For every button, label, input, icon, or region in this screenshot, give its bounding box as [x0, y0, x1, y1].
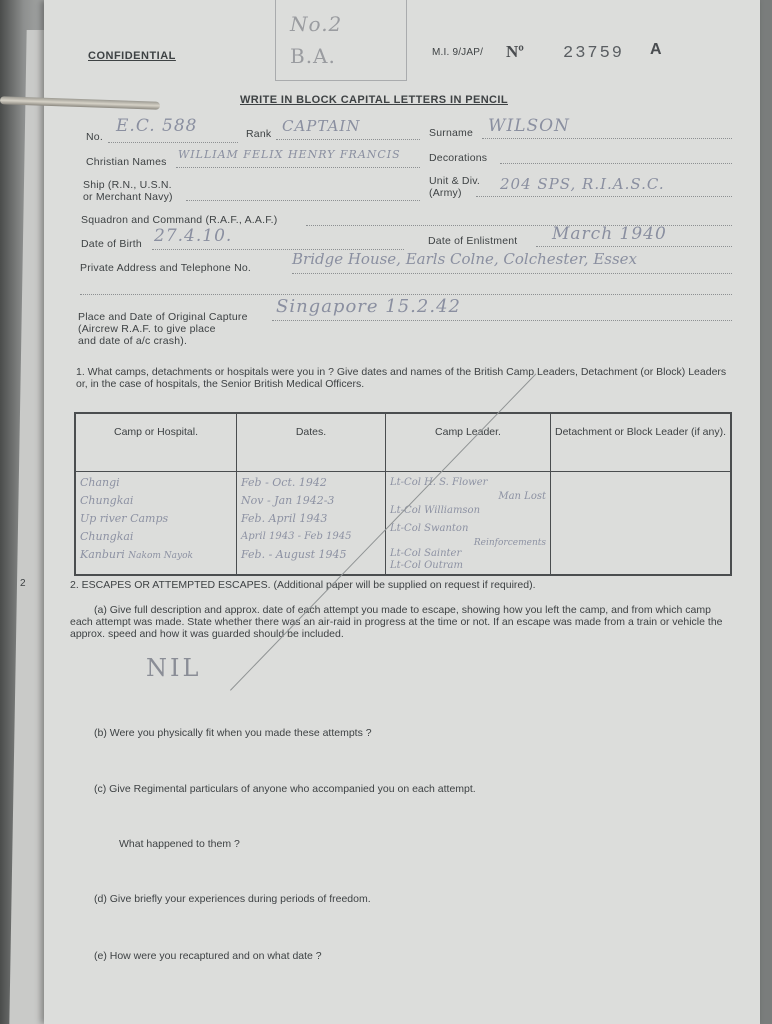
surname-value: WILSON [488, 116, 570, 136]
camp-entry: Kanburi Nakom Nayok [80, 548, 193, 561]
camps-cell [75, 472, 237, 576]
col-dates-header: Dates. [237, 413, 386, 472]
col-camp-header: Camp or Hospital. [75, 413, 237, 472]
unit-value: 204 SPS, R.I.A.S.C. [500, 175, 665, 193]
leader-entry: Lt-Col Williamson [390, 505, 481, 516]
instruction-heading: WRITE IN BLOCK CAPITAL LETTERS IN PENCIL [240, 94, 508, 106]
leader-entry: Lt-Col Sainter [390, 548, 462, 559]
address-label: Private Address and Telephone No. [80, 262, 252, 274]
date-entry: April 1943 - Feb 1945 [241, 531, 352, 542]
rank-value: CAPTAIN [282, 117, 361, 135]
camp-entry: Changi [80, 476, 120, 489]
number-label: Nº [506, 42, 524, 61]
leader-note: Man Lost [498, 491, 546, 502]
block-stamp [275, 0, 407, 81]
camp-entry: Chungkai [80, 494, 134, 507]
camp-entry: Chungkai [80, 530, 134, 543]
question-e: (e) How were you recaptured and on what date ? [94, 950, 322, 962]
date-entry: Nov - Jan 1942-3 [241, 494, 335, 507]
question-b: (b) Were you physically fit when you made these attempts ? [94, 727, 372, 739]
form-code: M.I. 9/JAP/ [432, 47, 484, 58]
form-suffix: A [650, 41, 662, 58]
section1-question: 1. What camps, detachments or hospitals were you in ? Give dates and names of the British Camp Leaders, Detachment (or Block) Leaders or, in the case of hospitals, the Senior British Medical Officers. [76, 366, 727, 390]
section2-heading: 2. ESCAPES OR ATTEMPTED ESCAPES. (Additional paper will be supplied on request if required). [70, 579, 536, 591]
question-c: (c) Give Regimental particulars of anyone who accompanied you on each attempt. [94, 783, 476, 795]
decorations-label: Decorations [429, 152, 488, 164]
capture-value: Singapore 15.2.42 [276, 296, 461, 317]
capture-label: Place and Date of Original Capture (Aircrew R.A.F. to give place and date of a/c crash). [78, 311, 248, 347]
address-value: Bridge House, Earls Colne, Colchester, Essex [292, 250, 638, 268]
enlistment-label: Date of Enlistment [428, 235, 518, 247]
answer-nil: NIL [146, 654, 202, 682]
dob-label: Date of Birth [81, 238, 142, 250]
christian-names-label: Christian Names [86, 156, 167, 168]
ship-label: Ship (R.N., U.S.N. or Merchant Navy) [83, 179, 173, 203]
stamp-number: No.2 [290, 12, 343, 36]
leader-entry: Lt-Col Swanton [390, 523, 469, 534]
question-c-followup: What happened to them ? [119, 838, 240, 850]
squadron-label: Squadron and Command (R.A.F., A.A.F.) [81, 214, 278, 226]
enlistment-value: March 1940 [552, 224, 667, 244]
camp-entry: Up river Camps [80, 512, 169, 525]
surname-label: Surname [429, 127, 474, 139]
confidential-label: CONFIDENTIAL [88, 50, 176, 62]
unit-label: Unit & Div. (Army) [429, 175, 481, 199]
date-entry: Feb. - August 1945 [241, 548, 347, 561]
leader-entry: Lt-Col H. S. Flower [390, 477, 488, 488]
dates-cell [237, 472, 386, 576]
no-value: E.C. 588 [116, 116, 198, 136]
question-d: (d) Give briefly your experiences during periods of freedom. [94, 893, 371, 905]
date-entry: Feb. April 1943 [241, 512, 328, 525]
camps-table [74, 412, 732, 576]
question-a: (a) Give full description and approx. date of each attempt you made to escape, showing how you left the camp, and from which camp each attempt was made. State whether there was an air-raid in progress at the time or not. If an escape was made from a train or vehicle the approx. speed and how it was guarded should be included. [70, 604, 723, 640]
leaders-cell [386, 472, 551, 576]
rank-label: Rank [246, 128, 272, 140]
leader-entry: Lt-Col Outram [390, 560, 463, 571]
date-entry: Feb - Oct. 1942 [241, 476, 327, 489]
col-leader-header: Camp Leader. [386, 413, 551, 472]
margin-mark: 2 [20, 578, 26, 589]
detachment-cell [551, 472, 732, 576]
christian-names-value: WILLIAM FELIX HENRY FRANCIS [178, 148, 401, 161]
dob-value: 27.4.10. [154, 226, 233, 246]
form-number: 23759 [563, 44, 625, 63]
no-label: No. [86, 131, 103, 143]
stamp-code: B.A. [290, 44, 336, 68]
leader-note: Reinforcements [473, 538, 546, 548]
col-detachment-header: Detachment or Block Leader (if any). [551, 413, 732, 472]
